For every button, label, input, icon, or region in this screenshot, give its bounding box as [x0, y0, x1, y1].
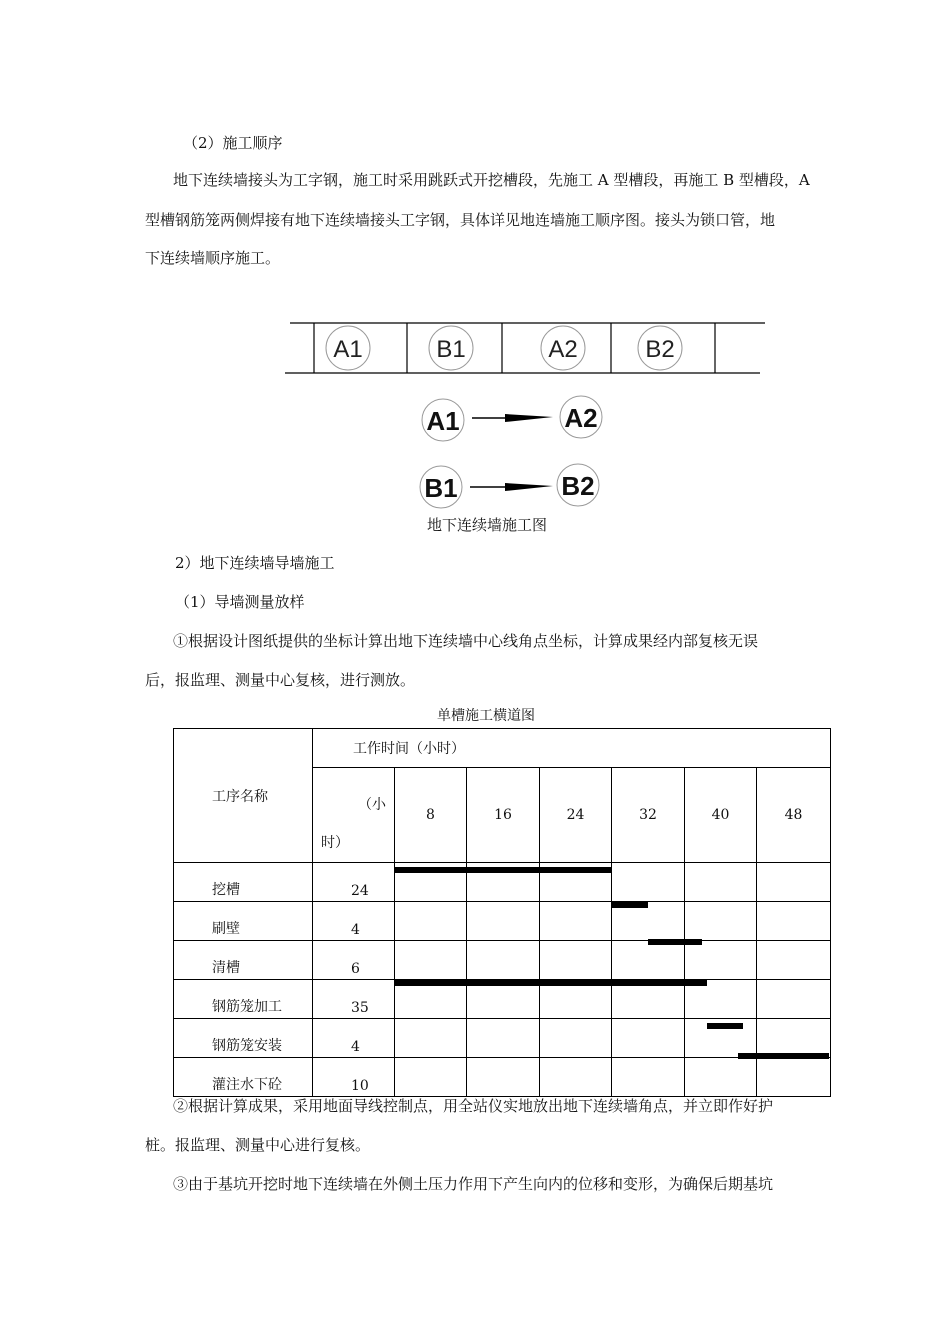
segment-b1 [429, 326, 473, 370]
heading-guide-wall: 2）地下连续墙导墙施工 [175, 554, 335, 572]
svg-text:A2: A2 [548, 336, 578, 363]
svg-text:A1: A1 [333, 336, 363, 363]
process-name: 灌注水下砼 [174, 1058, 313, 1097]
process-name: 钢筋笼安装 [174, 1019, 313, 1058]
sequence-arrow-a [422, 396, 602, 441]
header-process-name: 工序名称 [174, 729, 313, 863]
svg-text:B2: B2 [561, 471, 595, 501]
process-name: 挖槽 [174, 863, 313, 902]
table-row [174, 902, 831, 941]
table-row [174, 1058, 831, 1097]
tick-label: 8 [395, 768, 467, 863]
table-row [174, 863, 831, 902]
table-row [174, 941, 831, 980]
svg-text:B1: B1 [424, 473, 458, 503]
subheading-survey: （1）导墙测量放样 [175, 593, 305, 611]
heading-construction-sequence: （2）施工顺序 [183, 134, 283, 152]
paragraph-line: 下连续墙顺序施工。 [145, 249, 281, 267]
process-name: 钢筋笼加工 [174, 980, 313, 1019]
svg-text:B1: B1 [436, 336, 466, 363]
paragraph-line: 后，报监理、测量中心复核，进行测放。 [145, 671, 416, 689]
process-name: 清槽 [174, 941, 313, 980]
process-duration: 6 [313, 941, 395, 980]
diagram-caption: 地下连续墙施工图 [427, 516, 548, 534]
header-duration: （小 时） [313, 768, 395, 863]
construction-sequence-diagram [0, 310, 950, 540]
process-duration: 10 [313, 1058, 395, 1097]
header-work-time: 工作时间（小时） [313, 729, 831, 768]
paragraph-line: ③由于基坑开挖时地下连续墙在外侧土压力作用下产生向内的位移和变形，为确保后期基坑 [173, 1175, 774, 1193]
sequence-arrow-b [420, 464, 599, 508]
process-duration: 4 [313, 1019, 395, 1058]
tick-label: 32 [612, 768, 685, 863]
table-row [174, 1019, 831, 1058]
paragraph-line: ②根据计算成果，采用地面导线控制点，用全站仪实地放出地下连续墙角点，并立即作好护 [173, 1097, 774, 1115]
segment-a2 [541, 326, 585, 370]
segment-a1 [326, 326, 370, 370]
process-duration: 4 [313, 902, 395, 941]
table-row [174, 980, 831, 1019]
segment-b2 [638, 326, 682, 370]
gantt-title: 单槽施工横道图 [437, 708, 535, 724]
svg-text:A2: A2 [564, 403, 598, 433]
process-name: 刷壁 [174, 902, 313, 941]
gantt-table [173, 728, 831, 1097]
tick-label: 40 [685, 768, 757, 863]
svg-text:A1: A1 [426, 406, 460, 436]
paragraph-line: 型槽钢筋笼两侧焊接有地下连续墙接头工字钢，具体详见地连墙施工顺序图。接头为锁口管，地 [145, 211, 776, 229]
process-duration: 24 [313, 863, 395, 902]
tick-label: 16 [467, 768, 540, 863]
process-duration: 35 [313, 980, 395, 1019]
svg-text:B2: B2 [645, 336, 675, 363]
paragraph-line: 桩。报监理、测量中心进行复核。 [145, 1136, 371, 1154]
tick-label: 48 [757, 768, 831, 863]
paragraph-line: ①根据设计图纸提供的坐标计算出地下连续墙中心线角点坐标，计算成果经内部复核无误 [173, 632, 759, 650]
paragraph-line: 地下连续墙接头为工字钢，施工时采用跳跃式开挖槽段，先施工 A 型槽段，再施工 B 型槽段，A [173, 171, 810, 189]
tick-label: 24 [540, 768, 612, 863]
